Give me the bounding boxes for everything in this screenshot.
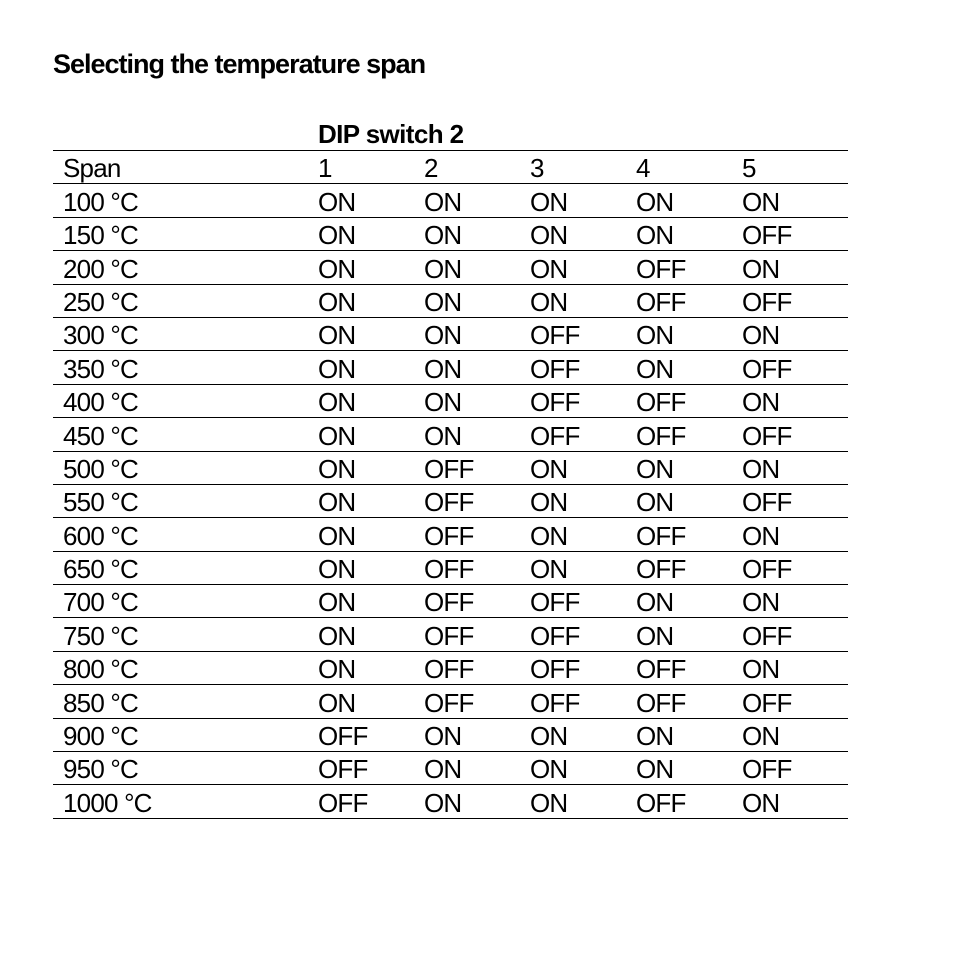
column-header-span: Span: [63, 153, 121, 184]
cell-span: 750 °C: [63, 620, 138, 651]
cell-switch-5: OFF: [742, 754, 792, 785]
cell-switch-2: OFF: [424, 587, 474, 618]
cell-span: 150 °C: [63, 220, 138, 251]
cell-switch-4: OFF: [636, 286, 686, 317]
cell-switch-1: ON: [318, 220, 356, 251]
cell-switch-4: ON: [636, 453, 674, 484]
cell-switch-4: OFF: [636, 554, 686, 585]
cell-span: 450 °C: [63, 420, 138, 451]
table-row: [53, 552, 848, 585]
column-header-row: [53, 151, 848, 184]
cell-switch-1: ON: [318, 186, 356, 217]
cell-switch-5: OFF: [742, 220, 792, 251]
table-row: [53, 485, 848, 518]
cell-switch-5: OFF: [742, 487, 792, 518]
cell-switch-1: OFF: [318, 787, 368, 818]
cell-switch-3: ON: [530, 520, 568, 551]
cell-switch-2: ON: [424, 787, 462, 818]
table-row: [53, 752, 848, 785]
column-header-switch-4: 4: [636, 153, 650, 184]
cell-switch-2: ON: [424, 754, 462, 785]
table-row: [53, 618, 848, 651]
table-row: [53, 418, 848, 451]
cell-switch-1: ON: [318, 253, 356, 284]
cell-switch-4: ON: [636, 220, 674, 251]
cell-switch-5: ON: [742, 654, 780, 685]
cell-switch-2: ON: [424, 420, 462, 451]
cell-switch-2: OFF: [424, 654, 474, 685]
cell-switch-3: ON: [530, 787, 568, 818]
cell-switch-1: ON: [318, 420, 356, 451]
cell-switch-2: ON: [424, 320, 462, 351]
cell-switch-4: OFF: [636, 420, 686, 451]
cell-switch-3: ON: [530, 186, 568, 217]
table-row: [53, 518, 848, 551]
cell-switch-5: ON: [742, 453, 780, 484]
cell-switch-1: ON: [318, 353, 356, 384]
cell-span: 850 °C: [63, 687, 138, 718]
table-row: [53, 318, 848, 351]
cell-switch-4: OFF: [636, 253, 686, 284]
table-row: [53, 351, 848, 384]
cell-switch-1: ON: [318, 487, 356, 518]
column-header-switch-1: 1: [318, 153, 332, 184]
cell-switch-3: OFF: [530, 420, 580, 451]
cell-switch-1: OFF: [318, 721, 368, 752]
cell-switch-1: ON: [318, 387, 356, 418]
cell-switch-3: ON: [530, 754, 568, 785]
table-row: [53, 285, 848, 318]
table-row: [53, 652, 848, 685]
cell-switch-4: ON: [636, 587, 674, 618]
cell-span: 300 °C: [63, 320, 138, 351]
cell-switch-2: ON: [424, 721, 462, 752]
cell-switch-1: ON: [318, 587, 356, 618]
cell-switch-3: ON: [530, 220, 568, 251]
cell-span: 250 °C: [63, 286, 138, 317]
cell-switch-2: OFF: [424, 487, 474, 518]
cell-switch-1: ON: [318, 554, 356, 585]
cell-span: 500 °C: [63, 453, 138, 484]
cell-switch-3: OFF: [530, 654, 580, 685]
cell-switch-5: ON: [742, 320, 780, 351]
cell-switch-3: ON: [530, 453, 568, 484]
dip-switch-table: [53, 115, 848, 819]
cell-switch-4: ON: [636, 320, 674, 351]
cell-switch-4: OFF: [636, 520, 686, 551]
column-header-switch-2: 2: [424, 153, 438, 184]
cell-switch-3: OFF: [530, 587, 580, 618]
cell-switch-5: OFF: [742, 286, 792, 317]
cell-switch-4: ON: [636, 186, 674, 217]
cell-switch-2: OFF: [424, 520, 474, 551]
cell-span: 550 °C: [63, 487, 138, 518]
cell-switch-5: OFF: [742, 554, 792, 585]
cell-span: 1000 °C: [63, 787, 152, 818]
cell-switch-1: ON: [318, 654, 356, 685]
cell-switch-5: ON: [742, 387, 780, 418]
table-row: [53, 719, 848, 752]
cell-switch-3: OFF: [530, 320, 580, 351]
cell-switch-1: ON: [318, 687, 356, 718]
cell-switch-5: ON: [742, 520, 780, 551]
cell-span: 700 °C: [63, 587, 138, 618]
cell-switch-4: OFF: [636, 654, 686, 685]
cell-switch-3: ON: [530, 487, 568, 518]
cell-switch-4: ON: [636, 721, 674, 752]
cell-switch-5: ON: [742, 186, 780, 217]
cell-switch-3: OFF: [530, 620, 580, 651]
cell-switch-5: OFF: [742, 687, 792, 718]
cell-switch-2: ON: [424, 253, 462, 284]
cell-span: 800 °C: [63, 654, 138, 685]
cell-span: 600 °C: [63, 520, 138, 551]
cell-switch-1: ON: [318, 286, 356, 317]
table-row: [53, 385, 848, 418]
cell-switch-4: ON: [636, 620, 674, 651]
group-header-dip-switch: DIP switch 2: [318, 119, 464, 149]
cell-switch-5: ON: [742, 587, 780, 618]
cell-switch-2: ON: [424, 387, 462, 418]
cell-switch-1: ON: [318, 320, 356, 351]
column-header-switch-5: 5: [742, 153, 756, 184]
cell-switch-4: ON: [636, 353, 674, 384]
table-row: [53, 452, 848, 485]
table-row: [53, 585, 848, 618]
cell-switch-3: ON: [530, 286, 568, 317]
cell-span: 200 °C: [63, 253, 138, 284]
cell-span: 650 °C: [63, 554, 138, 585]
cell-switch-2: OFF: [424, 453, 474, 484]
table-row: [53, 218, 848, 251]
cell-switch-2: ON: [424, 353, 462, 384]
cell-switch-3: ON: [530, 721, 568, 752]
page-title: Selecting the temperature span: [53, 49, 426, 79]
table-body: [53, 184, 848, 818]
cell-switch-1: ON: [318, 520, 356, 551]
cell-switch-1: ON: [318, 620, 356, 651]
cell-switch-2: ON: [424, 186, 462, 217]
cell-switch-1: ON: [318, 453, 356, 484]
table-row: [53, 685, 848, 718]
cell-switch-4: ON: [636, 754, 674, 785]
column-header-switch-3: 3: [530, 153, 544, 184]
cell-switch-2: ON: [424, 220, 462, 251]
cell-switch-3: OFF: [530, 353, 580, 384]
cell-switch-4: OFF: [636, 687, 686, 718]
cell-span: 400 °C: [63, 387, 138, 418]
cell-switch-2: OFF: [424, 554, 474, 585]
cell-span: 900 °C: [63, 721, 138, 752]
cell-switch-3: OFF: [530, 387, 580, 418]
group-header-row: [53, 115, 848, 151]
cell-switch-4: ON: [636, 487, 674, 518]
cell-span: 950 °C: [63, 754, 138, 785]
cell-switch-4: OFF: [636, 387, 686, 418]
cell-span: 350 °C: [63, 353, 138, 384]
cell-switch-3: ON: [530, 554, 568, 585]
cell-switch-2: OFF: [424, 620, 474, 651]
cell-switch-1: OFF: [318, 754, 368, 785]
cell-switch-2: OFF: [424, 687, 474, 718]
table-row: [53, 184, 848, 217]
cell-switch-3: OFF: [530, 687, 580, 718]
cell-switch-5: OFF: [742, 353, 792, 384]
cell-switch-5: OFF: [742, 420, 792, 451]
cell-switch-3: ON: [530, 253, 568, 284]
cell-switch-5: ON: [742, 721, 780, 752]
table-row: [53, 785, 848, 818]
cell-switch-2: ON: [424, 286, 462, 317]
cell-switch-5: ON: [742, 253, 780, 284]
cell-span: 100 °C: [63, 186, 138, 217]
cell-switch-5: ON: [742, 787, 780, 818]
table-row: [53, 251, 848, 284]
cell-switch-4: OFF: [636, 787, 686, 818]
cell-switch-5: OFF: [742, 620, 792, 651]
